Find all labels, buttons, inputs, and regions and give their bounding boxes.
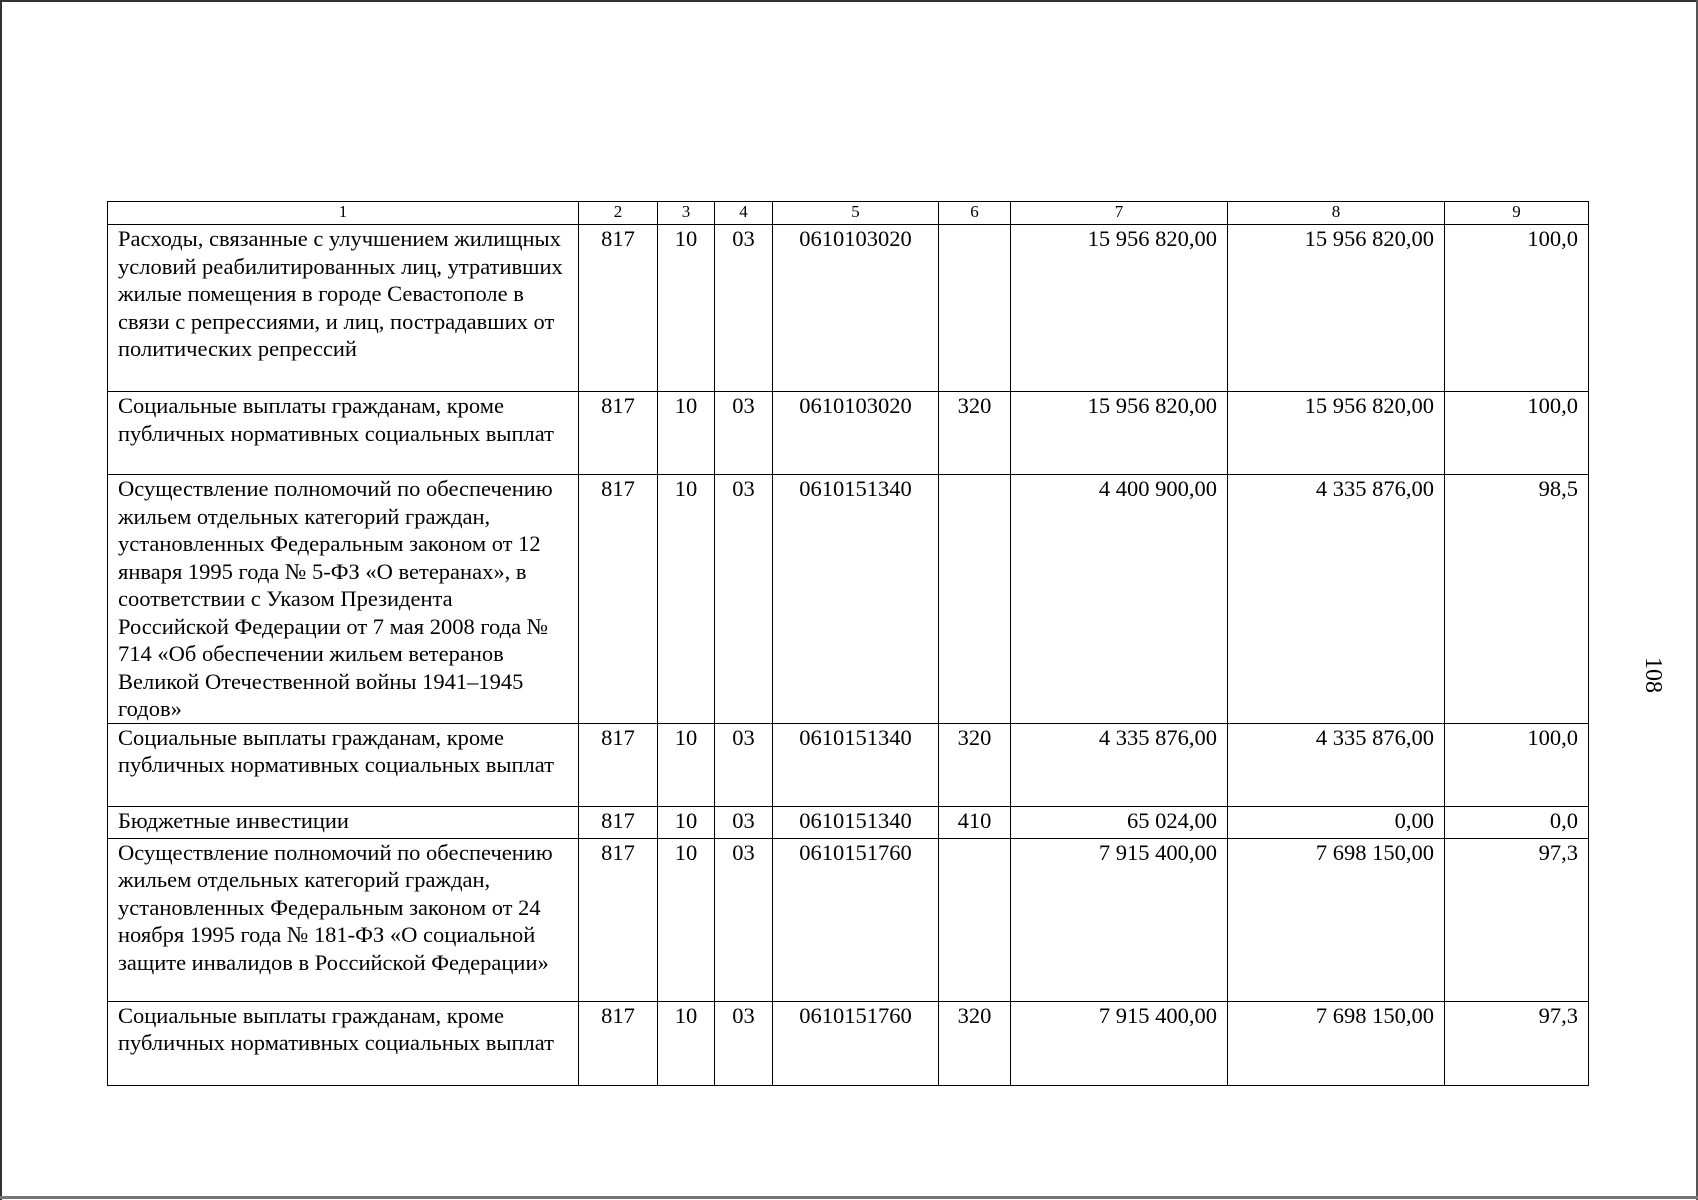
csr-cell: 0610151340 — [773, 723, 939, 806]
pr-cell: 03 — [715, 392, 773, 475]
fact-cell: 4 335 876,00 — [1228, 475, 1445, 724]
gr-cell: 817 — [579, 806, 658, 838]
row-name-cell: Социальные выплаты гражданам, кроме публичных нормативных социальных выплат — [108, 1001, 579, 1085]
csr-cell: 0610151760 — [773, 838, 939, 1001]
fact-cell: 4 335 876,00 — [1228, 723, 1445, 806]
percent-cell: 97,3 — [1445, 1001, 1589, 1085]
percent-cell: 98,5 — [1445, 475, 1589, 724]
table-row — [108, 806, 1589, 838]
csr-cell: 0610103020 — [773, 392, 939, 475]
vr-cell: 410 — [939, 806, 1011, 838]
table-row — [108, 392, 1589, 475]
header-cell: 9 — [1445, 202, 1589, 225]
gr-cell: 817 — [579, 475, 658, 724]
row-name-cell: Социальные выплаты гражданам, кроме публичных нормативных социальных выплат — [108, 723, 579, 806]
rz-cell: 10 — [658, 723, 715, 806]
plan-cell: 65 024,00 — [1011, 806, 1228, 838]
header-cell: 1 — [108, 202, 579, 225]
row-name-cell: Бюджетные инвестиции — [108, 806, 579, 838]
header-cell: 5 — [773, 202, 939, 225]
budget-table — [107, 201, 1589, 1086]
plan-cell: 7 915 400,00 — [1011, 838, 1228, 1001]
header-cell: 6 — [939, 202, 1011, 225]
plan-cell: 15 956 820,00 — [1011, 225, 1228, 392]
rz-cell: 10 — [658, 806, 715, 838]
gr-cell: 817 — [579, 1001, 658, 1085]
pr-cell: 03 — [715, 838, 773, 1001]
plan-cell: 7 915 400,00 — [1011, 1001, 1228, 1085]
percent-cell: 0,0 — [1445, 806, 1589, 838]
table-row — [108, 1001, 1589, 1085]
plan-cell: 4 400 900,00 — [1011, 475, 1228, 724]
table-row — [108, 838, 1589, 1001]
pr-cell: 03 — [715, 723, 773, 806]
vr-cell — [939, 838, 1011, 1001]
page-number: 108 — [1640, 657, 1666, 693]
row-name-cell: Расходы, связанные с улучшением жилищных условий реабилитированных лиц, утративших жилые помещения в городе Севастополе в связи с репрессиями, и лиц, пострадавших от политических репрессий — [108, 225, 579, 392]
percent-cell: 100,0 — [1445, 392, 1589, 475]
csr-cell: 0610151340 — [773, 806, 939, 838]
rz-cell: 10 — [658, 392, 715, 475]
pr-cell: 03 — [715, 806, 773, 838]
gr-cell: 817 — [579, 838, 658, 1001]
rz-cell: 10 — [658, 1001, 715, 1085]
plan-cell: 4 335 876,00 — [1011, 723, 1228, 806]
table-header-row — [108, 202, 1589, 225]
csr-cell: 0610151760 — [773, 1001, 939, 1085]
fact-cell: 7 698 150,00 — [1228, 1001, 1445, 1085]
row-name-cell: Социальные выплаты гражданам, кроме публичных нормативных социальных выплат — [108, 392, 579, 475]
percent-cell: 100,0 — [1445, 723, 1589, 806]
scan-border-left — [0, 0, 2, 1200]
row-name-cell: Осуществление полномочий по обеспечению жильем отдельных категорий граждан, установленных Федеральным законом от 12 января 1995 года № 5-ФЗ «О ветеранах», в соответствии с Указом Президента Российской Федерации от 7 мая 2008 года № 714 «Об обеспечении жильем ветеранов Великой Отечественной войны 1941–1945 годов» — [108, 475, 579, 724]
percent-cell: 100,0 — [1445, 225, 1589, 392]
pr-cell: 03 — [715, 1001, 773, 1085]
table-row — [108, 225, 1589, 392]
plan-cell: 15 956 820,00 — [1011, 392, 1228, 475]
vr-cell: 320 — [939, 392, 1011, 475]
scan-border-bottom — [0, 1196, 1698, 1199]
percent-cell: 97,3 — [1445, 838, 1589, 1001]
scan-border-top — [0, 0, 1698, 2]
csr-cell: 0610103020 — [773, 225, 939, 392]
rz-cell: 10 — [658, 475, 715, 724]
vr-cell: 320 — [939, 723, 1011, 806]
gr-cell: 817 — [579, 723, 658, 806]
row-name-cell: Осуществление полномочий по обеспечению жильем отдельных категорий граждан, установленных Федеральным законом от 24 ноября 1995 года № 181-ФЗ «О социальной защите инвалидов в Российской Федерации» — [108, 838, 579, 1001]
header-cell: 2 — [579, 202, 658, 225]
fact-cell: 15 956 820,00 — [1228, 225, 1445, 392]
vr-cell — [939, 225, 1011, 392]
table-row — [108, 723, 1589, 806]
header-cell: 4 — [715, 202, 773, 225]
fact-cell: 15 956 820,00 — [1228, 392, 1445, 475]
fact-cell: 0,00 — [1228, 806, 1445, 838]
fact-cell: 7 698 150,00 — [1228, 838, 1445, 1001]
header-cell: 7 — [1011, 202, 1228, 225]
header-cell: 8 — [1228, 202, 1445, 225]
rz-cell: 10 — [658, 225, 715, 392]
csr-cell: 0610151340 — [773, 475, 939, 724]
pr-cell: 03 — [715, 225, 773, 392]
header-cell: 3 — [658, 202, 715, 225]
vr-cell: 320 — [939, 1001, 1011, 1085]
vr-cell — [939, 475, 1011, 724]
gr-cell: 817 — [579, 225, 658, 392]
rz-cell: 10 — [658, 838, 715, 1001]
gr-cell: 817 — [579, 392, 658, 475]
table-row — [108, 475, 1589, 724]
pr-cell: 03 — [715, 475, 773, 724]
